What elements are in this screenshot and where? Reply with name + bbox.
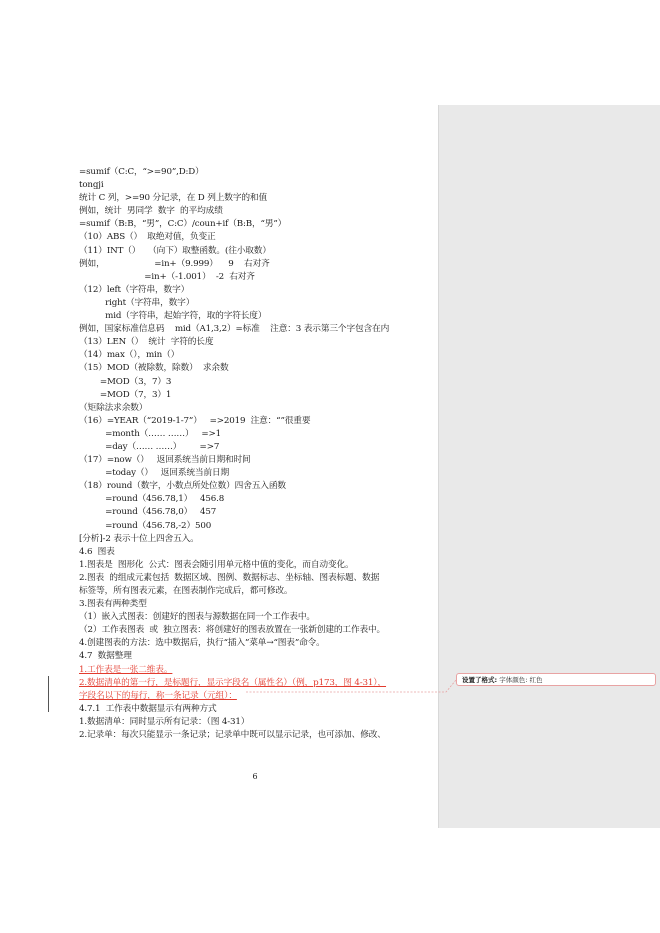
doc-line: =round（456.78,-2）500 <box>79 520 212 531</box>
doc-line: 1.数据清单：同时显示所有记录：（图 4-31） <box>79 716 250 727</box>
doc-line: （13）LEN（） 统计 字符的长度 <box>79 337 214 348</box>
doc-line: （17）=now（） 返回系统当前日期和时间 <box>79 455 251 466</box>
doc-line: 1.图表是 图形化 公式：图表会随引用单元格中值的变化，而自动变化。 <box>79 559 354 570</box>
doc-line: =sumif（B:B，“男”，C:C）/coun+if（B:B，“男”） <box>79 219 287 230</box>
doc-line: 3.图表有两种类型 <box>79 599 147 610</box>
comment-connector-line <box>246 679 458 693</box>
doc-line: 例如， =in+（9.999） 9 右对齐 <box>79 258 270 269</box>
doc-line: 例如，国家标准信息码 mid（A1,3,2）=标准 注意：3 表示第三个字包含在内 <box>79 324 390 335</box>
doc-line: =round（456.78,1） 456.8 <box>79 494 225 505</box>
section-heading: 4.7.1 工作表中数据显示有两种方式 <box>79 703 217 714</box>
format-change-value: 字体颜色: 红色 <box>499 676 543 684</box>
tracked-change-line: 2.数据清单的第一行，是标题行，显示字段名（属性名）（例，p173，图 4-31）， <box>79 677 387 688</box>
doc-line: （2）工作表图表 或 独立图表：将创建好的图表放置在一张新创建的工作表中。 <box>79 625 386 636</box>
doc-line: [分析]-2 表示十位上四舍五入。 <box>79 533 199 544</box>
doc-line: =MOD（3，7）3 <box>79 376 172 387</box>
page-number: 6 <box>252 772 258 781</box>
doc-line: （15）MOD（被除数，除数） 求余数 <box>79 363 229 374</box>
doc-line: 标签等，所有图表元素，在图表制作完成后，都可修改。 <box>79 586 293 596</box>
change-bar <box>48 676 49 712</box>
doc-line: =in+（-1.001） -2 右对齐 <box>79 271 255 282</box>
document-body[interactable] <box>79 166 439 742</box>
section-heading: 4.6 图表 <box>79 546 115 557</box>
doc-line: =round（456.78,0） 457 <box>79 507 217 518</box>
doc-line: 2.图表 的组成元素包括 数据区域、图例、数据标志、坐标轴、图表标题、数据 <box>79 572 380 583</box>
doc-line: （矩除法求余数） <box>79 402 148 413</box>
tracked-change-line: 字段名以下的每行，称一条记录（元组）： <box>79 690 237 701</box>
doc-line: =today（） 返回系统当前日期 <box>79 468 230 479</box>
doc-line: mid（字符串，起始字符，取的字符长度） <box>79 311 267 322</box>
doc-line: （12）left（字符串，数字） <box>79 284 190 295</box>
comment-pane <box>438 105 660 828</box>
doc-line: =day（…… ……） =>7 <box>79 441 220 452</box>
section-heading: 4.7 数据整理 <box>79 651 132 662</box>
format-change-label: 设置了格式: <box>462 676 498 684</box>
doc-line: （18）round（数字，小数点所处位数）四舍五入函数 <box>79 481 286 492</box>
doc-line: （1）嵌入式图表：创建好的图表与源数据在同一个工作表中。 <box>79 612 315 623</box>
doc-line: （16）=YEAR（“2019-1-7”） =>2019 注意：“”很重要 <box>79 415 311 426</box>
tracked-change-line: 1.工作表是一张二维表。 <box>79 664 173 675</box>
doc-line: 4.创建图表的方法：选中数据后，执行“插入”菜单→“图表”命令。 <box>79 638 325 649</box>
doc-line: =sumif（C:C，“>=90”,D:D） <box>79 167 204 177</box>
doc-line: right（字符串，数字） <box>79 297 195 308</box>
doc-line: （11）INT（） （向下）取整函数。(往小取数） <box>79 245 271 256</box>
doc-line: （10）ABS（） 取绝对值，负变正 <box>79 232 216 243</box>
doc-line: 统计 C 列，>=90 分记录，在 D 列上数字的和值 <box>79 193 267 204</box>
doc-line: （14）max（），min（） <box>79 350 180 361</box>
doc-line: =MOD（7，3）1 <box>79 389 172 400</box>
doc-line: tongji <box>79 180 104 191</box>
doc-line: =month（…… ……） =>1 <box>79 428 221 439</box>
doc-line: 2.记录单：每次只能显示一条记录；记录单中既可以显示记录，也可添加、修改、 <box>79 730 386 741</box>
doc-line: 例如，统计 男同学 数字 的平均成绩 <box>79 206 223 217</box>
format-change-balloon[interactable] <box>456 673 656 686</box>
